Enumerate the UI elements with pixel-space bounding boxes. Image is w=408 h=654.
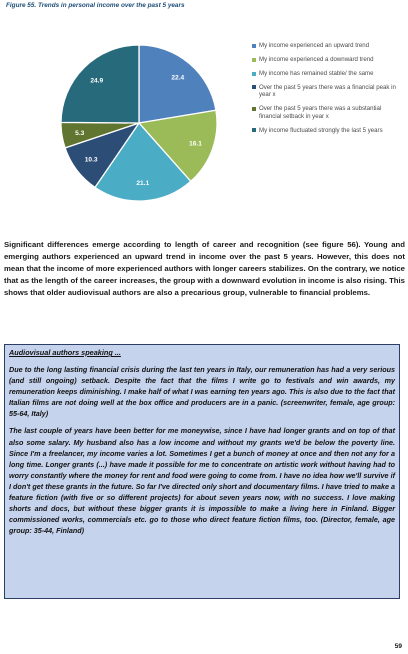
pie-slice bbox=[139, 45, 216, 123]
pie-slice-value-label: 10.3 bbox=[84, 156, 98, 164]
legend-swatch bbox=[252, 85, 256, 89]
legend-swatch bbox=[252, 44, 256, 48]
pie-slice-value-label: 5.3 bbox=[75, 129, 85, 137]
pie-slice-value-label: 24.9 bbox=[90, 77, 104, 85]
legend-label: My income experienced an upward trend bbox=[259, 42, 370, 49]
legend-label: Over the past 5 years there was a substantial financial setback in year x bbox=[259, 105, 382, 120]
legend-label: My income fluctuated strongly the last 5 years bbox=[259, 126, 383, 134]
chart-legend bbox=[252, 42, 402, 141]
legend-swatch bbox=[252, 72, 256, 76]
quote-box-heading: Audiovisual authors speaking ... bbox=[9, 348, 121, 357]
quote-finland: The last couple of years have been better for me moneywise, since I have had longer grants and on top of that also some salary. My husband also has a low income and without my grants we'd be below the poverty line. Since I'm a freelancer, my income varies a lot. Sometimes I get a bunch of money at once and then not any for a long time. Longer grants (...) have made it possible for me to concentrate on artistic work without having had to worry constantly where the money for rent and food were going to come from. I have no idea how we'll survive if I don't get these grants in the future. So far I've directed only short and documentary films. I have tried to make a feature fiction (with five or so different projects) for about seven years now, with no success. I love making shorts and docs, but without these bigger grants it is impossible to make a living here in Finland. Bigger commissioned works, commercials etc. go to those who direct feature fiction films, too. (Director, female, age group: 35-44, Finland) bbox=[9, 426, 395, 536]
legend-item bbox=[252, 70, 402, 78]
pie-chart bbox=[54, 38, 224, 208]
pie-slice-value-label: 16.1 bbox=[189, 140, 202, 148]
legend-label: My income has remained stable/ the same bbox=[259, 69, 374, 77]
legend-item bbox=[252, 127, 402, 135]
page-number: 59 bbox=[394, 643, 402, 650]
legend-item bbox=[252, 84, 402, 99]
pie-slice-value-label: 22.4 bbox=[171, 74, 185, 82]
quote-box bbox=[4, 344, 400, 599]
legend-label: My income experienced a downward trend bbox=[259, 55, 374, 63]
pie-chart-svg bbox=[54, 38, 224, 208]
figure-caption: Figure 55. Trends in personal income over the past 5 years bbox=[6, 2, 185, 9]
legend-label: Over the past 5 years there was a financial peak in year x bbox=[259, 83, 396, 99]
quote-italy: Due to the long lasting financial crisis during the last ten years in Italy, our remuneration has had a very serious (and still ongoing) setback. Despite the fact that the films I write go to festivals and win awards, my remuneration keeps diminishing. I make half of what I was earning ten years ago. This is also due to the fact that Italian films are not doing well at the box office and producers are in a panic. (screenwriter, female, age group: 55-64, Italy) bbox=[9, 365, 395, 419]
legend-swatch bbox=[252, 128, 256, 132]
legend-swatch bbox=[252, 58, 256, 62]
legend-item bbox=[252, 56, 402, 64]
legend-item bbox=[252, 105, 402, 120]
body-paragraph: Significant differences emerge according to length of career and recognition (see figure 56). Young and emerging authors experienced an upward trend in income over the past 5 years. However, this does not mean that the income of more experienced authors with longer careers stabilizes. On the contrary, we notice that as the length of the career increases, the group with a downward evolution in income is also rising. This shows that older audiovisual authors are also a precarious group, vulnerable to financial problems. bbox=[4, 240, 405, 298]
pie-slice-value-label: 21.1 bbox=[136, 180, 150, 188]
legend-swatch bbox=[252, 107, 256, 111]
legend-item bbox=[252, 42, 402, 50]
